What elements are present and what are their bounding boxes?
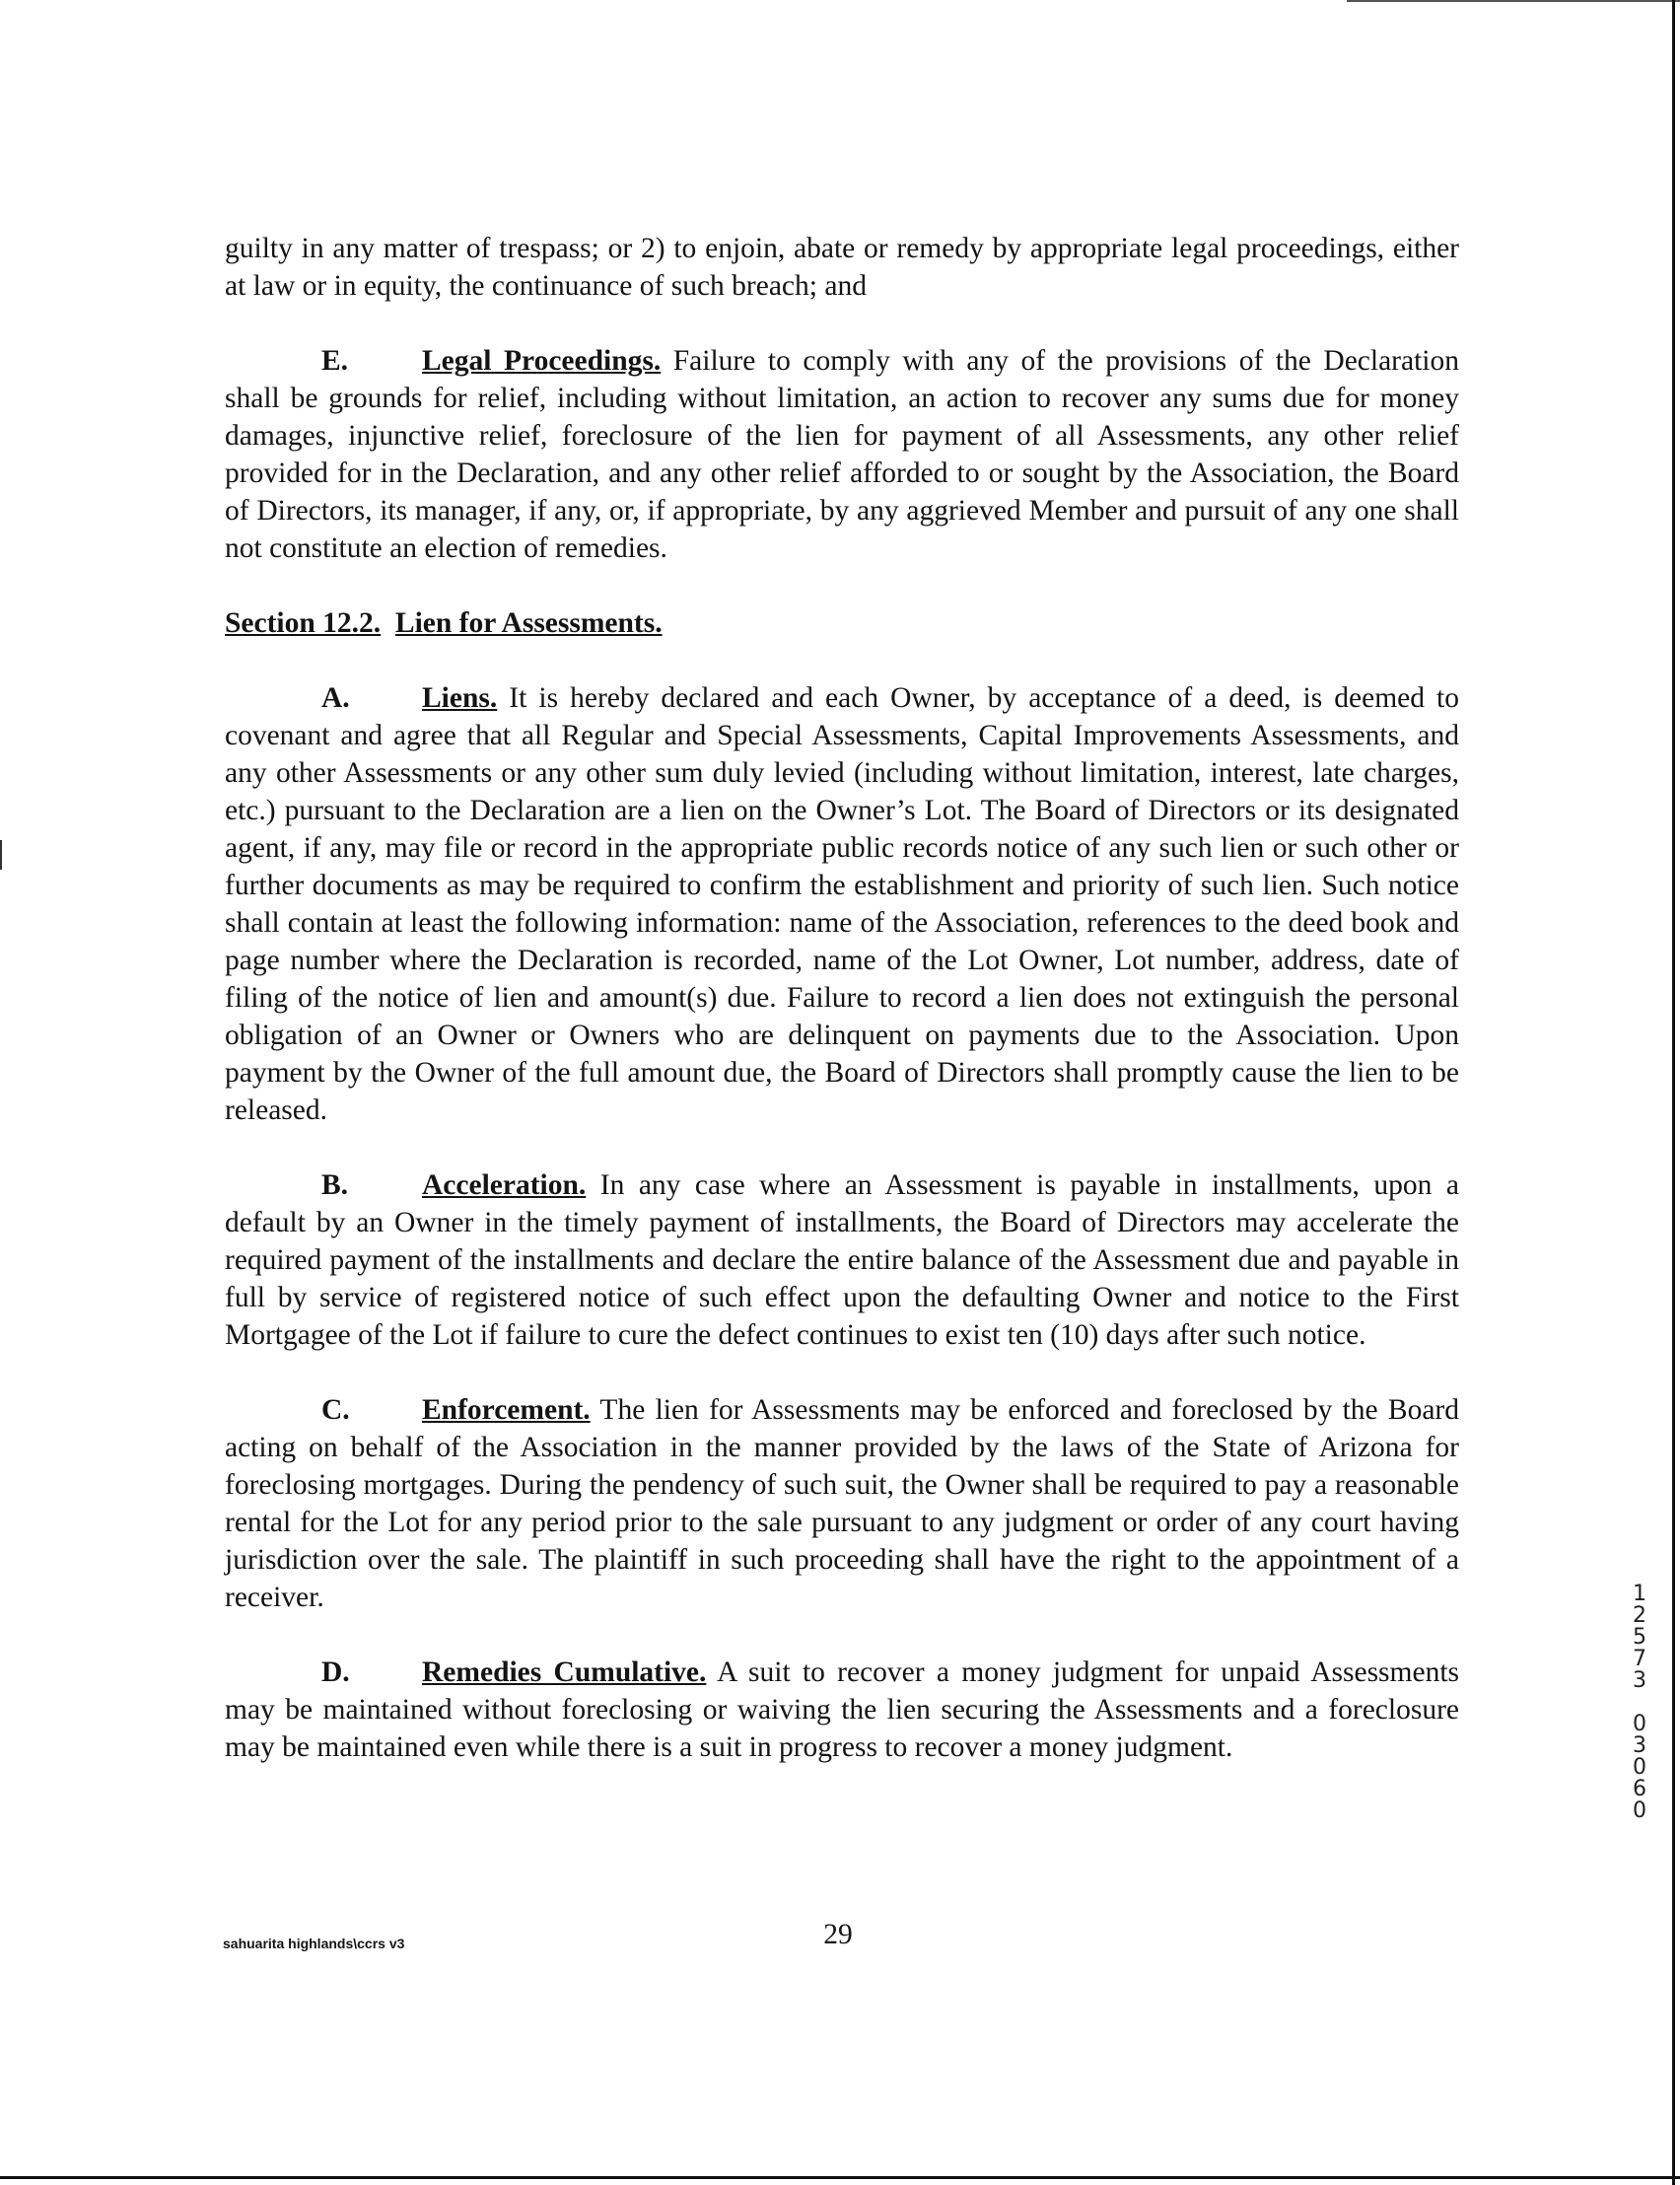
paragraph-d-heading: Remedies Cumulative. [422, 1656, 707, 1688]
paragraph-c-heading: Enforcement. [422, 1394, 591, 1426]
left-margin-mark [0, 840, 2, 870]
recording-number [1625, 1584, 1654, 1822]
paragraph-e-text: Failure to comply with any of the provisions of the Declaration shall be grounds for relief, including without limitation, an action to recover any sums due for money damages, injunctive relief, foreclosure of the lien for payment of all Assessments, any other relief provided for in the Declaration, and any other relief afforded to or sought by the Association, the Board of Directors, its manager, if any, or, if appropriate, by any aggrieved Member and pursuit of any one shall not constitute an election of remedies. [225, 345, 1459, 564]
recording-number-digit: 0 [1633, 1755, 1646, 1780]
paragraph-a [225, 679, 1459, 1129]
paragraph-b-heading: Acceleration. [422, 1169, 587, 1201]
recording-number-digit: 7 [1633, 1647, 1646, 1671]
recording-number-digit: 0 [1633, 1798, 1646, 1823]
recording-number-digit: 6 [1633, 1777, 1646, 1801]
paragraph-c-label: C. [321, 1394, 350, 1426]
bottom-page-border [0, 2176, 1680, 2179]
section-title: Lien for Assessments. [394, 607, 663, 639]
paragraph-b-text: In any case where an Assessment is payable in installments, upon a default by an Owner in the timely payment of installments, the Board of Directors may accelerate the required payment of the installments and declare the entire balance of the Assessment due and payable in full by service of registered notice of such effect upon the defaulting Owner and notice to the First Mortgagee of the Lot if failure to cure the defect continues to exist ten (10) days after such notice. [225, 1169, 1459, 1351]
top-right-border [1347, 0, 1680, 2]
recording-number-spacer [1625, 1692, 1654, 1714]
paragraph-c [225, 1391, 1459, 1616]
paragraph-d-text: A suit to recover a money judgment for unpaid Assessments may be maintained without foreclosing or waiving the lien securing the Assessments and a foreclosure may be maintained even while there is a suit in progress to recover a money judgment. [225, 1656, 1459, 1763]
paragraph-e [225, 342, 1459, 567]
right-page-border [1672, 0, 1675, 2185]
recording-number-digit: 0 [1633, 1712, 1646, 1736]
footer-filename: sahuarita highlands\ccrs v3 [223, 1936, 405, 1951]
paragraph-a-text: It is hereby declared and each Owner, by acceptance of a deed, is deemed to covenant and agree that all Regular and Special Assessments, Capital Improvements Assessments, and any other Assessments or any other sum duly levied (including without limitation, interest, late charges, etc.) pursuant to the Declaration are a lien on the Owner’s Lot. The Board of Directors or its designated agent, if any, may file or record in the appropriate public records notice of any such lien or such other or further documents as may be required to confirm the establishment and priority of such lien. Such notice shall contain at least the following information: name of the Association, references to the deed book and page number where the Declaration is recorded, name of the Lot Owner, Lot number, address, date of filing of the notice of lien and amount(s) due. Failure to record a lien does not extinguish the personal obligation of an Owner or Owners who are delinquent on payments due to the Association. Upon payment by the Owner of the full amount due, the Board of Directors shall promptly cause the lien to be released. [225, 682, 1459, 1126]
document-body [225, 230, 1459, 1766]
paragraph-b [225, 1166, 1459, 1354]
recording-number-digit: 5 [1633, 1625, 1646, 1650]
paragraph-d [225, 1654, 1459, 1766]
recording-number-digit: 1 [1633, 1582, 1646, 1606]
recording-number-digit: 3 [1633, 1733, 1646, 1758]
paragraph-a-label: A. [321, 682, 350, 714]
paragraph-e-label: E. [321, 345, 349, 377]
paragraph-e-heading: Legal Proceedings. [422, 345, 662, 377]
paragraph-c-text: The lien for Assessments may be enforced and foreclosed by the Board acting on behalf of the Association in the manner provided by the laws of the State of Arizona for foreclosing mortgages. During the pendency of such suit, the Owner shall be required to pay a reasonable rental for the Lot for any period prior to the sale pursuant to any judgment or order of any court having jurisdiction over the sale. The plaintiff in such proceeding shall have the right to the appointment of a receiver. [225, 1394, 1459, 1613]
paragraph-a-heading: Liens. [422, 682, 498, 714]
section-heading [225, 604, 1459, 642]
page-number: 29 [823, 1919, 853, 1950]
recording-number-digit: 3 [1633, 1668, 1646, 1693]
paragraph-b-label: B. [321, 1169, 349, 1201]
intro-paragraph: guilty in any matter of trespass; or 2) to enjoin, abate or remedy by appropriate legal proceedings, either at law or in equity, the continuance of such breach; and [225, 233, 1459, 302]
section-number: Section 12.2. [225, 607, 382, 639]
paragraph-d-label: D. [321, 1656, 350, 1688]
recording-number-digit: 2 [1633, 1603, 1646, 1628]
